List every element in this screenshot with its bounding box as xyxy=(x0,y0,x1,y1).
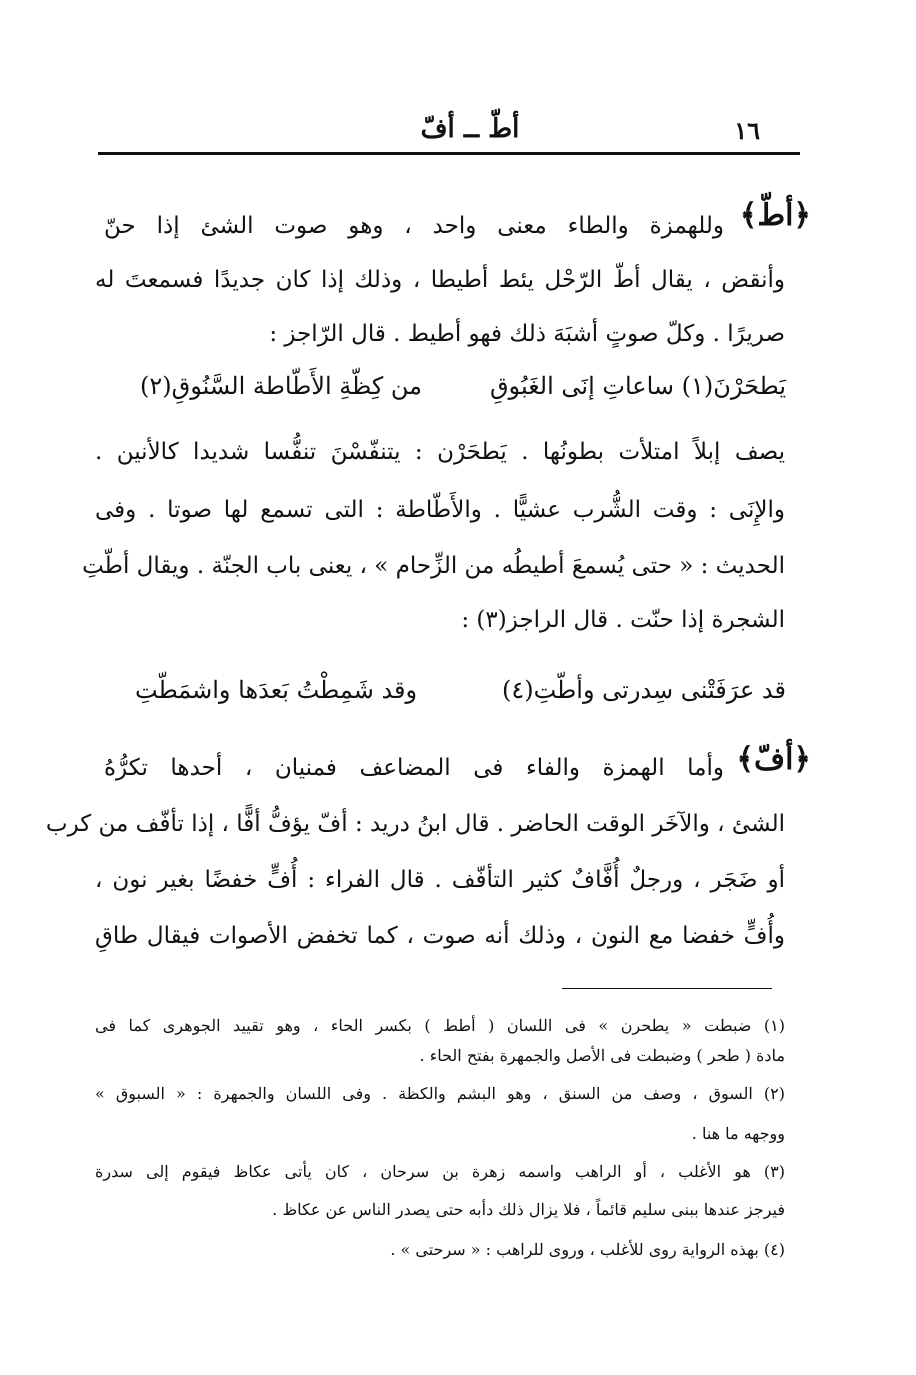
header-rule xyxy=(98,152,800,155)
running-head: أطّ ــ أفّ xyxy=(420,114,520,144)
body-line: وأُفٍّ خفضا مع النون ، وذلك أنه صوت ، كما تخفض الأصوات فيقال طاقِ xyxy=(95,923,785,949)
verse-hemistich-second: من كِظّةِ الأَطّاطة السَّنُوقِ(٢) xyxy=(140,372,423,400)
body-line: يصف إبلاً امتلأت بطونُها . يَطحَرْن : يتنفّسْنَ تنفُّسا شديدا كالأنين . xyxy=(95,439,785,465)
body-line: الحديث : « حتى يُسمعَ أطيطُه من الزِّحام » ، يعنى باب الجنّة . ويقال أطّتِ xyxy=(82,553,785,579)
footnote-rule xyxy=(562,988,772,989)
footnote-line: (٣) هو الأغلب ، أو الراهب واسمه زهرة بن سرحان ، كان يأتى عكاظ فيقوم إلى سدرة xyxy=(95,1162,785,1181)
body-line xyxy=(104,206,724,246)
body-line: والإِنَى : وقت الشُّرب عشيًّا . والأَطّاطة : التى تسمع لها صوتا . وفى xyxy=(95,497,785,523)
footnote-line: (٤) بهذه الرواية روى للأغلب ، وروى للراهب : « سرحتى » . xyxy=(390,1240,785,1259)
body-line: الشئ ، والآخَر الوقت الحاضر . قال ابنُ دريد : أفّ يؤفُّ أفًّا ، إذا تأفّف من كرب xyxy=(45,811,785,837)
footnote-line: (٢) السوق ، وصف من السنق ، وهو البشم والكظة . وفى اللسان والجمهرة : « السبوق » xyxy=(95,1084,785,1103)
body-line: وأنقض ، يقال أطّ الرّحْل يئط أطيطا ، وذلك إذا كان جديدًا فسمعتَ له xyxy=(95,267,785,293)
footnote-line: مادة ( طحر ) وضبطت فى الأصل والجمهرة بفتح الحاء . xyxy=(419,1046,785,1065)
body-line: الشجرة إذا حنّت . قال الراجز(٣) : xyxy=(461,607,785,633)
body-text: وللهمزة والطاء معنى واحد ، وهو صوت الشئ إذا حنّ xyxy=(104,213,724,239)
body-line: صريرًا . وكلّ صوتٍ أشبَهَ ذلك فهو أطيط . قال الرّاجز : xyxy=(269,321,785,347)
page-header xyxy=(100,108,800,148)
body-line: أو ضَجَر ، ورجلٌ أُفَّافٌ كثير التأفّف . قال الفراء : أُفٍّ خفضًا بغير نون ، xyxy=(95,867,785,893)
footnote-line: (١) ضبطت « يطحرن » فى اللسان ( أطط ) بكسر الحاء ، وهو تقييد الجوهرى كما فى xyxy=(95,1016,785,1035)
verse-hemistich-second: وقد شَمِطْتُ بَعدَها واشمَطّتِ xyxy=(135,676,418,704)
footnote-line: فيرجز عندها ببنى سليم قائماً ، فلا يزال ذلك دأبه حتى يصدر الناس عن عكاظ . xyxy=(272,1200,785,1219)
footnote-line: ووجهه ما هنا . xyxy=(691,1124,785,1143)
verse-hemistich-first: يَطحَرْنَ(١) ساعاتِ إنَى الغَبُوقِ xyxy=(489,372,786,400)
entry-headword: ﴿أطّ﴾ xyxy=(739,198,811,233)
verse-hemistich-first: قد عرَفَتْنى سِدرتى وأطّتِ(٤) xyxy=(501,676,786,704)
entry-headword: ﴿أفّ﴾ xyxy=(736,742,811,777)
body-line: وأما الهمزة والفاء فى المضاعف فمنيان ، أحدها تكرُّهُ xyxy=(104,755,724,781)
page-number: ١٦ xyxy=(734,116,760,145)
